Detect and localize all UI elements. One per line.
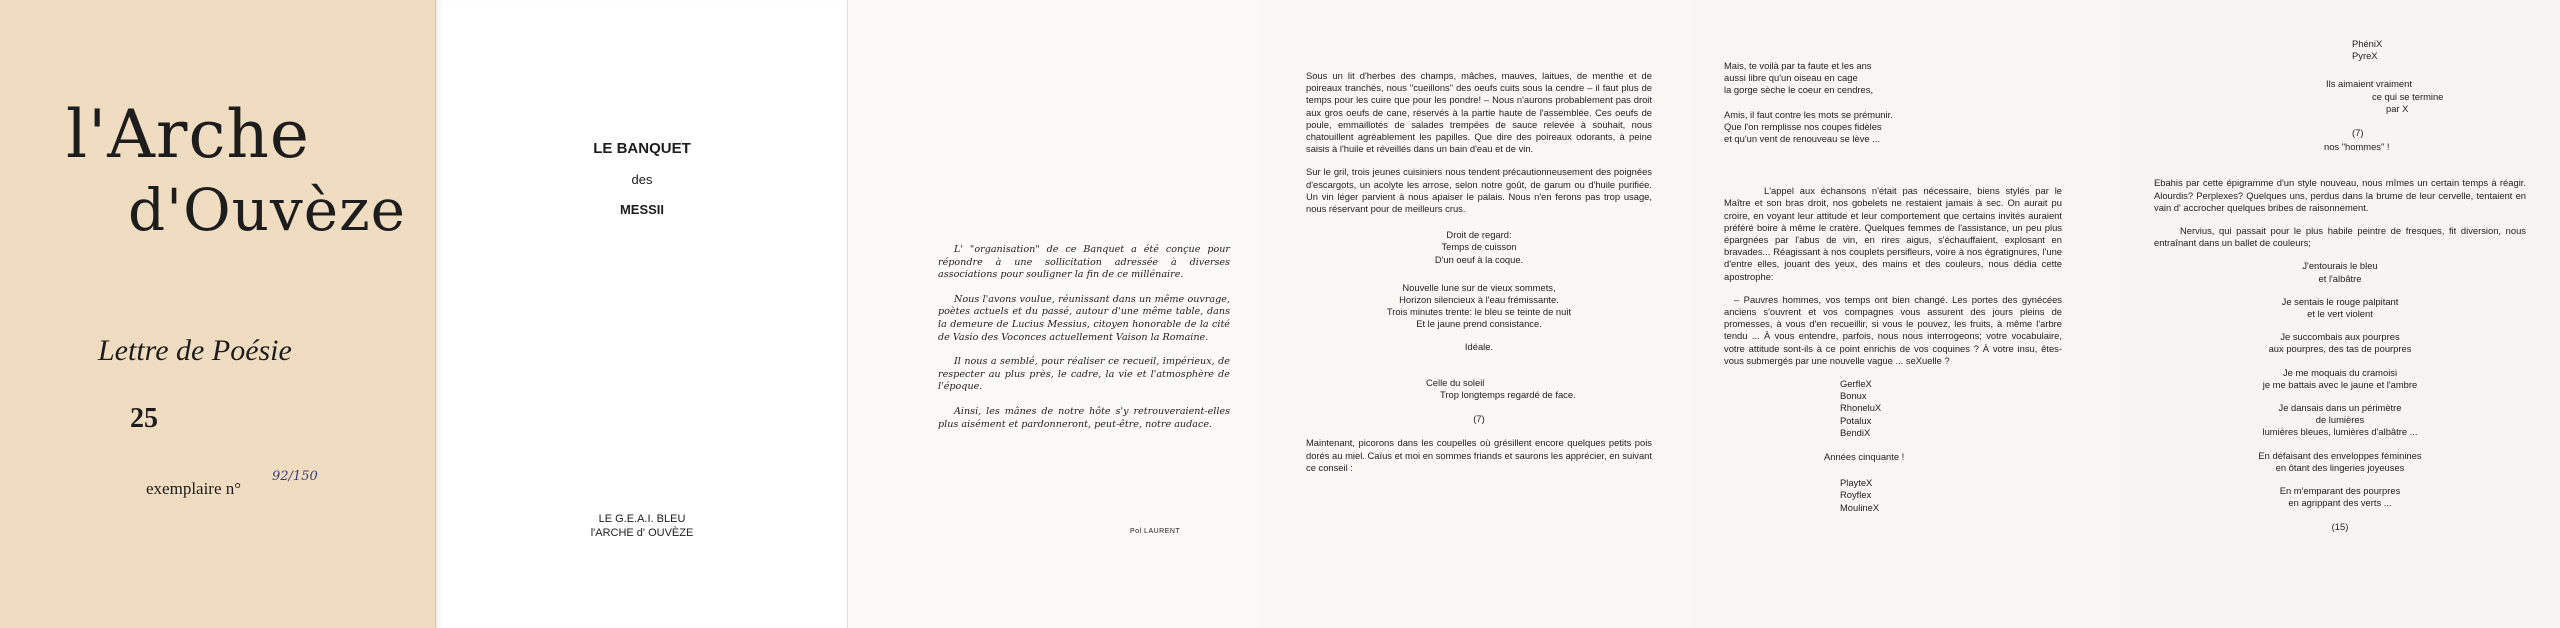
banquet-paragraph-2: – Pauvres hommes, vos temps ont bien changé. Les portes des gynécées anciens s'ouvrent et vos compagnes vous assurent des jours pleins de promesses, à vous d'en recueillir, si vous le pouvez, les fruits, à même l'arbre tendu ... À vous entendre, parfois, nous nous interrogeons; votre vocabulaire, votre attitude sont-ils à ce point enrichis de vos coquines ? À votre insu, êtes-vous submergés par une nouvelle vague ... seXuelle ? <box>1724 293 2062 366</box>
menu-poem-3 <box>1426 377 1652 401</box>
menu-page <box>1260 0 1690 628</box>
signature-line1: LE G.E.A.I. BLEU <box>598 513 686 525</box>
menu-paragraph-1: Sous un lit d'herbes des champs, mâches, mauves, laitues, de menthe et de poireaux tranchés, nous "cueillons" des oeufs cuits sous la cendre – il faut plus de temps pour les cuire que pour les pondre! – Nous n'aurons probablement pas droit aux gros oeufs de cane, réservés à la partie haute de l'assemblée. Ces oeufs de poule, emmaillotés de salades trempées de sauce relevée à souhait, nous chatouillent agréablement les papilles. Que dire des poireaux odorants, à peine saisis à l'huile et réveillés dans un bain d'eau et de vin. <box>1306 70 1652 155</box>
poem-line: Nouvelle lune sur de vieux sommets, <box>1402 281 1556 293</box>
list-item: PyreX <box>2352 50 2378 62</box>
poem-line: Mais, te voilà par ta faute et les ans <box>1724 60 1872 71</box>
colors-paragraph-1: Ebahis par cette épigramme d'un style nouveau, nous mîmes un certain temps à réagir. Alourdis? Perplexes? Quelques uns, perdus dans la brume de leur cervelle, tentaient en vain d' accrocher quelques bribes de raisonnement. <box>2154 177 2526 213</box>
brand-list-2 <box>1840 477 2062 514</box>
list-item: MoulineX <box>1840 501 1880 513</box>
poem-line: je me battais avec le jaune et l'ambre <box>2262 378 2418 390</box>
poem-line: Que l'on remplisse nos coupes fidèles <box>1724 120 1882 132</box>
list-item: PlayteX <box>1840 477 1873 489</box>
poem-line: Trois minutes trente: le bleu se teinte de nuit <box>1386 306 1572 318</box>
poem-line: En défaisant des enveloppes féminines <box>2258 449 2422 461</box>
colors-poem <box>2154 260 2526 509</box>
signature-line2: l'ARCHE d' OUVÈZE <box>590 527 694 539</box>
title-line3: MESSII <box>619 202 665 217</box>
poem-line: Je me moquais du cramoisi <box>2282 366 2398 378</box>
poem-line: Ils aimaient vraiment <box>2326 78 2412 90</box>
poem-line: de lumières <box>2315 414 2365 426</box>
intro-paragraph: Il nous a semblé, pour réaliser ce recueil, impérieux, de respecter au plus près, le cadre, la vie et l'atmosphère de l'époque. <box>938 356 1230 393</box>
intro-text <box>938 244 1230 443</box>
poem-line: D'un oeuf à la coque. <box>1434 253 1524 265</box>
intro-paragraph: Nous l'avons voulue, réunissant dans un même ouvrage, poètes actuels et du passé, autour d'une même table, dans la demeure de Lucius Messius, citoyen honorable de la cité de Vasio des Voconces actuellement Vaison la Romaine. <box>938 293 1230 343</box>
title-line2: des <box>631 172 653 187</box>
end-page-number: (7) <box>2352 127 2364 139</box>
poem-line: aussi libre qu'un oiseau en cage <box>1724 72 1858 84</box>
colors-column <box>2154 38 2526 534</box>
poem-line: en ôtant des lingeries joyeuses <box>2275 461 2405 473</box>
cover-subtitle: Lettre de Poésie <box>98 334 292 367</box>
list-item: BendiX <box>1840 426 1871 438</box>
poem-line: Je succombais aux pourpres <box>2280 331 2400 343</box>
poem-line: lumières bleues, lumières d'albâtre ... <box>2262 426 2418 438</box>
poem-line: Je dansais dans un périmètre <box>2278 402 2402 414</box>
poem-line: la gorge sèche le coeur en cendres, <box>1724 84 1874 96</box>
poem-line: Droit de regard: <box>1446 229 1512 241</box>
end-page-number-final: (15) <box>2331 521 2349 533</box>
colors-page <box>2120 0 2560 628</box>
intro-page <box>848 0 1260 628</box>
poem-line: Et le jaune prend consistance. <box>1416 318 1542 330</box>
cover-exemplaire-label: exemplaire n° <box>146 479 242 498</box>
poem-line: aux pourpres, des tas de pourpres <box>2268 343 2412 355</box>
poem-line: et l'albâtre <box>2318 272 2362 284</box>
banquet-poem-2 <box>1724 109 2062 146</box>
list-item: RhoneluX <box>1840 402 1882 414</box>
list-item: Potalux <box>1840 414 1872 426</box>
menu-page-number: (7) <box>1473 413 1485 425</box>
poem-line: Celle du soleil <box>1426 376 1485 388</box>
title-page <box>436 0 848 628</box>
banquet-poem-1 <box>1724 60 2062 97</box>
list-item: Bonux <box>1840 390 1867 402</box>
brand-list-3 <box>2352 38 2526 62</box>
menu-poem-2 <box>1306 282 1652 331</box>
poem-line: Trop longtemps regardé de face. <box>1440 389 1576 401</box>
poem-line: J'entourais le bleu <box>2302 260 2378 272</box>
hommes-line: nos "hommes" ! <box>2324 141 2390 153</box>
cover-logo-line1: l'Arche <box>66 96 310 173</box>
cover-logo-line2: d'Ouvèze <box>128 176 406 244</box>
poem-line: En m'emparant des pourpres <box>2279 485 2401 497</box>
list-item: PhéniX <box>2352 38 2383 49</box>
banquet-page <box>1690 0 2120 628</box>
list-item: GerfleX <box>1840 378 1872 390</box>
poem-line: Horizon silencieux à l'eau frémissante. <box>1399 294 1559 306</box>
poem-line: et le vert violent <box>2307 308 2373 320</box>
cover-exemplaire-handwritten: 92/150 <box>272 469 318 484</box>
x-poem <box>2326 78 2526 115</box>
cover-page <box>0 0 436 628</box>
intro-paragraph: Ainsi, les mânes de notre hôte s'y retrouveraient-elles plus aisément et pardonneront, peut-être, notre audace. <box>938 405 1230 430</box>
poem-line: et qu'un vent de renouveau se lève ... <box>1724 133 1881 145</box>
poem-line: Temps de cuisson <box>1441 241 1517 253</box>
intro-paragraph: L' "organisation" de ce Banquet a été conçue pour répondre à une sollicitation adressée à diverses associations pour souligner la fin de ce millénaire. <box>938 244 1230 281</box>
poem-line: en agrippant des verts ... <box>2288 497 2392 509</box>
title-signature <box>436 512 848 540</box>
menu-poem-1 <box>1306 229 1652 266</box>
cover-issue-number: 25 <box>130 403 158 434</box>
years-line: Années cinquante ! <box>1824 451 1905 463</box>
poem-line: Je sentais le rouge palpitant <box>2281 295 2399 307</box>
poem-line: par X <box>2386 102 2409 114</box>
banquet-paragraph-1: L'appel aux échansons n'était pas nécessaire, biens stylés par le Maître et son bras droit, nos gobelets ne restaient jamais à sec. On aurait pu croire, en voyant leur attitude et leur comportement que certains invités auraient préféré boire à même le cratère. Quelques femmes de l'assistance, un peu plus épargnées par l'abus de vin, en rires aigus, s'échauffaient, explosant en bravades... Réagissant à nos couplets persifleurs, voire à nos égratignures, l'une d'entre elles, jouant des yeux, des mains et des couleurs, nous dédia cette apostrophe: <box>1724 185 2062 282</box>
menu-paragraph-2: Sur le gril, trois jeunes cuisiniers nous tendent précautionneusement des poignées d'escargots, un acolyte les arrose, selon notre goût, de garum ou d'huile purifiée. Un vin léger parvient à nous apaiser le palais. Nous n'en ferons pas trop usage, nous réservant pour de meilleurs crus. <box>1306 166 1652 215</box>
banquet-column <box>1724 60 2062 514</box>
list-item: Royflex <box>1840 489 1872 501</box>
menu-paragraph-3: Maintenant, picorons dans les coupelles où grésillent encore quelques petits pois dorés au miel. Caïus et moi en sommes friands et saurons les apprécier, en suivant ce conseil : <box>1306 437 1652 473</box>
title-line1: LE BANQUET <box>593 140 691 157</box>
brand-list-1 <box>1840 378 2062 439</box>
poem-line: Amis, il faut contre les mots se prémunir. <box>1724 108 1893 120</box>
colors-paragraph-2: Nervius, qui passait pour le plus habile peintre de fresques, fit diversion, nous entraînant dans un ballet de couleurs; <box>2154 225 2526 249</box>
poem-line: ce qui se termine <box>2372 90 2444 102</box>
menu-poem-2-end: Idéale. <box>1464 340 1494 352</box>
menu-column <box>1306 70 1652 485</box>
intro-signature: Pol LAURENT <box>1130 528 1181 535</box>
